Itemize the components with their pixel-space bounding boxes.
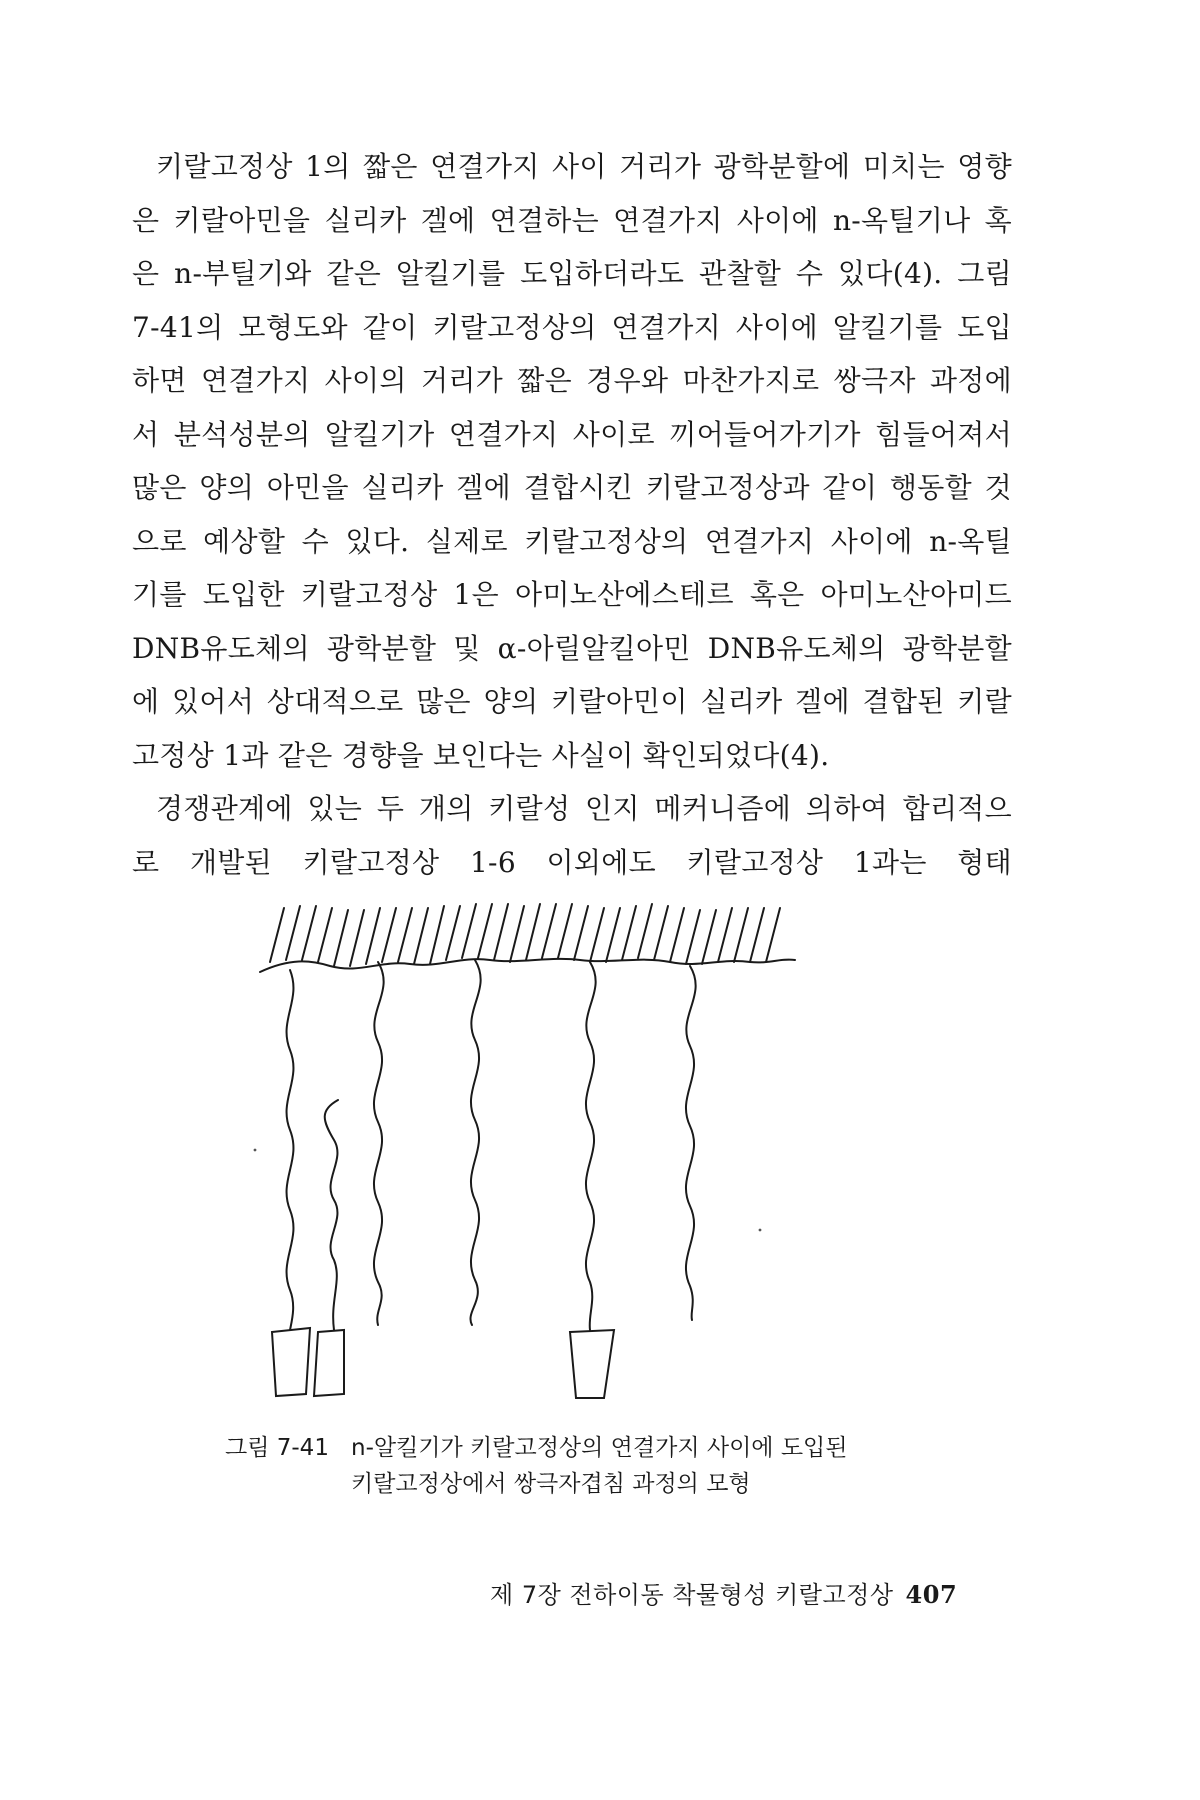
figure-7-41 — [250, 900, 900, 1420]
body-line: 은 키랄아민을 실리카 겔에 연결하는 연결가지 사이에 n-옥틸기나 혹 — [132, 203, 1012, 237]
selector-box — [272, 1328, 310, 1396]
body-line: 기를 도입한 키랄고정상 1은 아미노산에스테르 혹은 아미노산아미드 — [132, 578, 1012, 611]
chapter-title: 제 7장 전하이동 착물형성 키랄고정상 — [490, 1581, 894, 1609]
body-line: DNB유도체의 광학분할 및 α-아릴알킬아민 DNB유도체의 광학분할 — [132, 631, 1012, 665]
linker-chain — [686, 966, 696, 1320]
caption-text-line2: 키랄고정상에서 쌍극자겹침 과정의 모형 — [351, 1471, 751, 1497]
selector-box — [570, 1330, 614, 1398]
body-line: 7-41의 모형도와 같이 키랄고정상의 연결가지 사이에 알킬기를 도입 — [132, 310, 1012, 344]
body-line: 경쟁관계에 있는 두 개의 키랄성 인지 메커니즘에 의하여 합리적으 — [156, 792, 1012, 825]
linker-chain — [586, 962, 596, 1330]
figure-caption — [225, 1430, 1025, 1502]
body-line: 고정상 1과 같은 경향을 보인다는 사실이 확인되었다(4). — [132, 738, 830, 772]
stationary-phase-diagram — [250, 900, 900, 1420]
linker-chain — [287, 970, 294, 1330]
body-line: 하면 연결가지 사이의 거리가 짧은 경우와 마찬가지로 쌍극자 과정에 — [132, 364, 1012, 397]
body-text — [132, 140, 1012, 889]
caption-label: 그림 7-41 — [225, 1435, 329, 1461]
body-line: 은 n-부틸기와 같은 알킬기를 도입하더라도 관찰할 수 있다(4). 그림 — [132, 257, 1012, 290]
page-footer — [490, 1575, 957, 1610]
body-line: 에 있어서 상대적으로 많은 양의 키랄아민이 실리카 겔에 결합된 키랄 — [132, 685, 1012, 718]
body-line: 키랄고정상 1의 짧은 연결가지 사이 거리가 광학분할에 미치는 영향 — [156, 150, 1012, 183]
body-line: 서 분석성분의 알킬기가 연결가지 사이로 끼어들어가기가 힘들어져서 — [132, 417, 1012, 451]
selector-box — [314, 1330, 344, 1396]
linker-chain — [374, 962, 384, 1325]
page-number: 407 — [905, 1580, 958, 1609]
silica-surface-line — [260, 959, 795, 972]
body-line: 로 개발된 키랄고정상 1-6 이외에도 키랄고정상 1과는 형태 — [132, 845, 1012, 879]
caption-text-line1: n-알킬기가 키랄고정상의 연결가지 사이에 도입된 — [351, 1435, 848, 1461]
linker-chain — [470, 960, 480, 1325]
body-line: 으로 예상할 수 있다. 실제로 키랄고정상의 연결가지 사이에 n-옥틸 — [132, 524, 1012, 558]
body-line: 많은 양의 아민을 실리카 겔에 결합시킨 키랄고정상과 같이 행동할 것 — [132, 471, 1012, 504]
alkyl-chain — [325, 1100, 338, 1330]
surface-hatching — [270, 904, 780, 966]
